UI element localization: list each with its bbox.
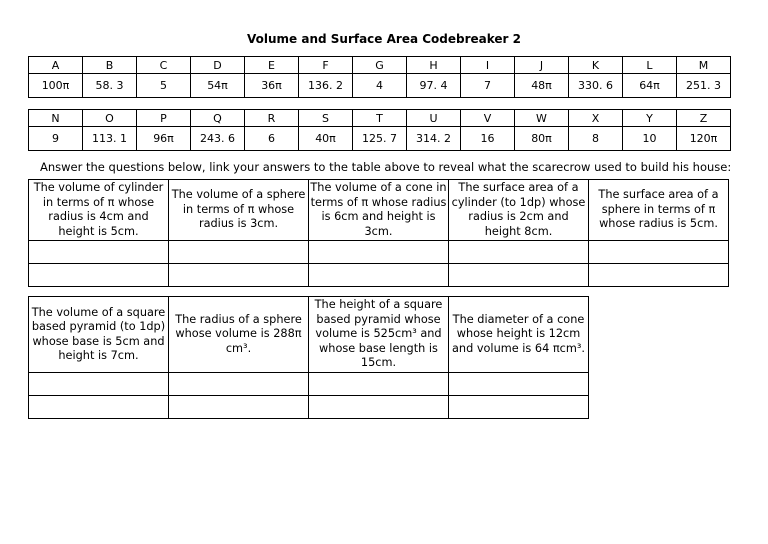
worksheet-title: Volume and Surface Area Codebreaker 2: [247, 32, 521, 46]
answer-row: [29, 241, 729, 264]
answer-cell[interactable]: [589, 241, 729, 264]
code-letter: K: [569, 57, 623, 74]
code-value: 54π: [191, 74, 245, 98]
letter-cell[interactable]: [29, 396, 169, 419]
code-letter: O: [83, 110, 137, 127]
code-value: 4: [353, 74, 407, 98]
question-cell: The radius of a sphere whose volume is 288π cm³.: [169, 297, 309, 373]
code-table-a-to-m: [28, 56, 731, 98]
code-letter: S: [299, 110, 353, 127]
code-values-row: [29, 74, 731, 98]
code-value: 9: [29, 127, 83, 151]
letter-row: [29, 264, 729, 287]
code-value: 314. 2: [407, 127, 461, 151]
code-value: 7: [461, 74, 515, 98]
letter-cell[interactable]: [169, 264, 309, 287]
code-letter: V: [461, 110, 515, 127]
answer-row: [29, 373, 589, 396]
answer-cell[interactable]: [309, 241, 449, 264]
answer-cell[interactable]: [29, 241, 169, 264]
code-letter: N: [29, 110, 83, 127]
code-letter: R: [245, 110, 299, 127]
letter-cell[interactable]: [309, 264, 449, 287]
code-value: 96π: [137, 127, 191, 151]
answer-cell[interactable]: [29, 373, 169, 396]
code-letter: F: [299, 57, 353, 74]
code-letter: E: [245, 57, 299, 74]
question-table-2: [28, 296, 589, 419]
question-cell: The volume of a square based pyramid (to 1dp) whose base is 5cm and height is 7cm.: [29, 297, 169, 373]
code-value: 251. 3: [677, 74, 731, 98]
code-letter: X: [569, 110, 623, 127]
question-cell: The volume of a sphere in terms of π whose radius is 3cm.: [169, 180, 309, 241]
code-value: 97. 4: [407, 74, 461, 98]
code-letter: Z: [677, 110, 731, 127]
code-letter: P: [137, 110, 191, 127]
code-value: 64π: [623, 74, 677, 98]
code-letter: G: [353, 57, 407, 74]
code-value: 8: [569, 127, 623, 151]
code-letter: D: [191, 57, 245, 74]
code-letter: B: [83, 57, 137, 74]
question-cell: The surface area of a cylinder (to 1dp) whose radius is 2cm and height 8cm.: [449, 180, 589, 241]
code-letter: U: [407, 110, 461, 127]
code-value: 120π: [677, 127, 731, 151]
code-letter: M: [677, 57, 731, 74]
code-value: 80π: [515, 127, 569, 151]
instructions: Answer the questions below, link your answers to the table above to reveal what the scarecrow used to build his house:: [40, 160, 732, 174]
question-cell: The volume of a cone in terms of π whose radius is 6cm and height is 3cm.: [309, 180, 449, 241]
code-value: 330. 6: [569, 74, 623, 98]
letter-cell[interactable]: [169, 396, 309, 419]
code-value: 243. 6: [191, 127, 245, 151]
code-value: 125. 7: [353, 127, 407, 151]
letter-row: [29, 396, 589, 419]
code-letter: I: [461, 57, 515, 74]
code-value: 16: [461, 127, 515, 151]
question-row: [29, 297, 589, 373]
letter-cell[interactable]: [449, 264, 589, 287]
code-value: 113. 1: [83, 127, 137, 151]
code-value: 10: [623, 127, 677, 151]
answer-cell[interactable]: [309, 373, 449, 396]
code-letters-row: [29, 110, 731, 127]
code-letter: A: [29, 57, 83, 74]
code-table-n-to-z: [28, 109, 731, 151]
letter-cell[interactable]: [449, 396, 589, 419]
answer-cell[interactable]: [449, 241, 589, 264]
question-cell: The volume of cylinder in terms of π whose radius is 4cm and height is 5cm.: [29, 180, 169, 241]
code-letter: J: [515, 57, 569, 74]
answer-cell[interactable]: [169, 373, 309, 396]
code-values-row: [29, 127, 731, 151]
code-letter: C: [137, 57, 191, 74]
code-value: 6: [245, 127, 299, 151]
code-value: 58. 3: [83, 74, 137, 98]
code-value: 36π: [245, 74, 299, 98]
code-value: 136. 2: [299, 74, 353, 98]
code-value: 100π: [29, 74, 83, 98]
question-table-1: [28, 179, 729, 287]
code-letter: H: [407, 57, 461, 74]
question-cell: The height of a square based pyramid whose volume is 525cm³ and whose base length is 15cm.: [309, 297, 449, 373]
code-value: 40π: [299, 127, 353, 151]
code-letter: L: [623, 57, 677, 74]
letter-cell[interactable]: [589, 264, 729, 287]
code-letter: Y: [623, 110, 677, 127]
code-value: 48π: [515, 74, 569, 98]
code-letter: T: [353, 110, 407, 127]
code-value: 5: [137, 74, 191, 98]
letter-cell[interactable]: [29, 264, 169, 287]
question-row: [29, 180, 729, 241]
answer-cell[interactable]: [449, 373, 589, 396]
code-letter: W: [515, 110, 569, 127]
code-letter: Q: [191, 110, 245, 127]
question-cell: The diameter of a cone whose height is 12cm and volume is 64 πcm³.: [449, 297, 589, 373]
question-cell: The surface area of a sphere in terms of π whose radius is 5cm.: [589, 180, 729, 241]
letter-cell[interactable]: [309, 396, 449, 419]
answer-cell[interactable]: [169, 241, 309, 264]
code-letters-row: [29, 57, 731, 74]
